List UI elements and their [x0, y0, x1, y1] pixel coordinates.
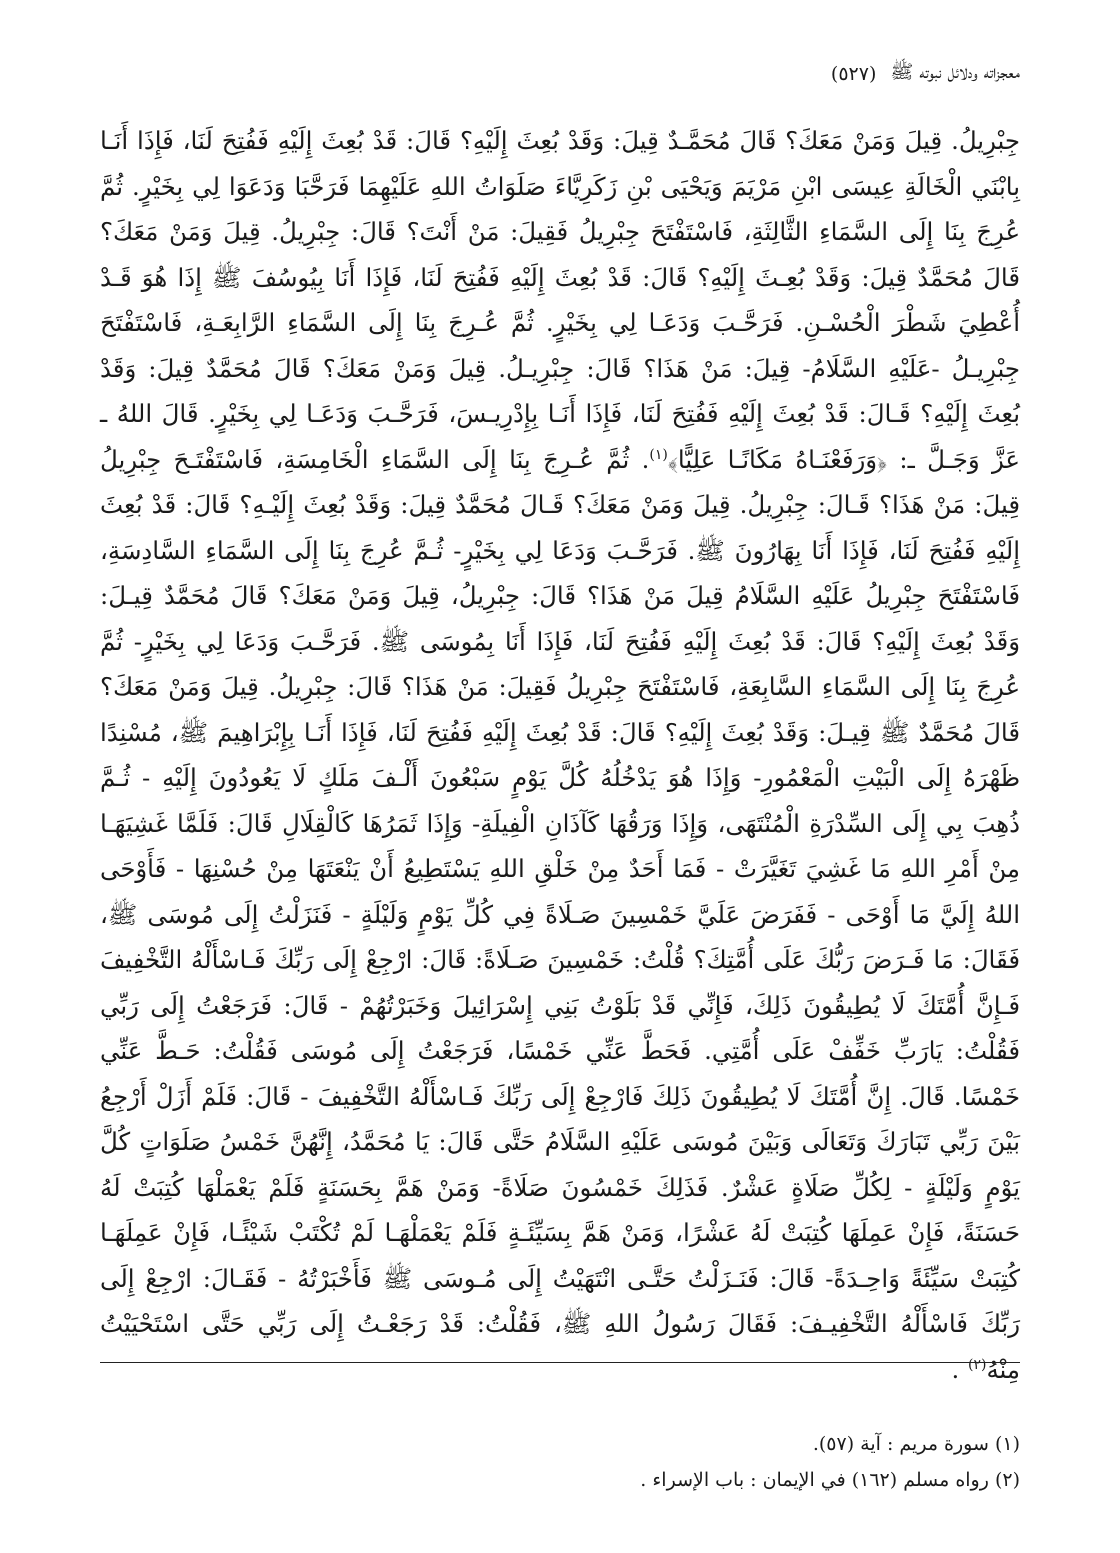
footnote-ref-1: (١) — [649, 446, 668, 463]
main-text-part-1: جِبْرِيلُ. قِيلَ وَمَنْ مَعَكَ؟ قَالَ مُحَمَّـدٌ قِيلَ: وَقَدْ بُعِثَ إِلَيْهِ؟ قَالَ: قَدْ بُعِثَ إِلَيْهِ فَفُتِحَ لَنَا، فَإِذَا أَنَـا بِابْنَي الْخَالَةِ عِيسَى ابْنِ مَرْيَمَ وَيَحْيَى بْنِ زَكَرِيَّاءَ صَلَوَاتُ اللهِ عَلَيْهِمَا فَرَحَّبَا وَدَعَوَا لِي بِخَيْرٍ. ثُمَّ عُرِجَ بِنَا إِلَى السَّمَاءِ الثَّالِثَةِ، فَاسْتَفْتَحَ جِبْرِيلُ فَقِيلَ: مَنْ أَنْتَ؟ قَالَ: جِبْرِيلُ. قِيلَ وَمَنْ مَعَكَ؟ قَالَ مُحَمَّدٌ قِيلَ: وَقَدْ بُعِـثَ إِلَيْهِ؟ قَالَ: قَدْ بُعِثَ إِلَيْهِ فَفُتِحَ لَنَا، فَإِذَا أَنَا بِيُوسُفَ ﷺ إِذَا هُوَ قَـدْ أُعْطِيَ شَطْرَ الْحُسْـنِ. فَرَحَّـبَ وَدَعَـا لِي بِخَيْرٍ. ثُمَّ عُـرِجَ بِنَا إِلَى السَّمَاءِ الرَّابِعَـةِ، فَاسْتَفْتَحَ جِبْرِيـلُ -عَلَيْهِ السَّلَامُ- قِيلَ: مَنْ هَذَا؟ قَالَ: جِبْرِيـلُ. قِيلَ وَمَنْ مَعَكَ؟ قَالَ مُحَمَّدٌ قِيلَ: وَقَدْ بُعِثَ إِلَيْهِ؟ قَـالَ: قَدْ بُعِثَ إِلَيْهِ فَفُتِحَ لَنَا، فَإِذَا أَنَـا بِإِدْرِيـسَ، فَرَحَّـبَ وَدَعَـا لِي بِخَيْرٍ. قَالَ اللهُ ـ عَزَّ وَجَـلَّ ـ: ﴿وَرَفَعْنَـاهُ مَكَانًـا عَلِيًّا﴾ — [100, 126, 1020, 474]
page-number: (٥٢٧) — [830, 63, 877, 85]
footnote-1: (١) سورة مريم : آية (٥٧). — [812, 1433, 1020, 1455]
main-text-end: . — [951, 1354, 969, 1384]
footnote-2: (٢) رواه مسلم (١٦٢) في الإيمان : باب الإسراء . — [640, 1469, 1020, 1491]
footnote-ref-2: (٢) — [968, 1356, 987, 1373]
footnotes — [100, 1426, 1020, 1498]
footnote-divider — [100, 1362, 1020, 1363]
main-text — [100, 118, 1020, 1392]
main-text-part-2: . ثُمَّ عُـرِجَ بِنَا إِلَى السَّمَاءِ الْخَامِسَةِ، فَاسْتَفْتَـحَ جِبْرِيلُ قِيلَ: مَنْ هَذَا؟ قَـالَ: جِبْرِيلُ. قِيلَ وَمَنْ مَعَكَ؟ قَـالَ مُحَمَّدٌ قِيلَ: وَقَدْ بُعِثَ إِلَيْـهِ؟ قَالَ: قَدْ بُعِثَ إِلَيْهِ فَفُتِحَ لَنَا، فَإِذَا أَنَا بِهَارُونَ ﷺ. فَرَحَّـبَ وَدَعَا لِي بِخَيْرٍ- ثُـمَّ عُرِجَ بِنَا إِلَى السَّمَاءِ السَّادِسَةِ، فَاسْتَفْتَحَ جِبْرِيلُ عَلَيْهِ السَّلَامُ قِيلَ مَنْ هَذَا؟ قَالَ: جِبْرِيلُ، قِيلَ وَمَنْ مَعَكَ؟ قَالَ مُحَمَّدٌ قِيـلَ: وَقَدْ بُعِثَ إِلَيْهِ؟ قَالَ: قَدْ بُعِثَ إِلَيْهِ فَفُتِحَ لَنَا، فَإِذَا أَنَا بِمُوسَى ﷺ. فَرَحَّـبَ وَدَعَا لِي بِخَيْرٍ- ثُمَّ عُرِجَ بِنَا إِلَى السَّمَاءِ السَّابِعَةِ، فَاسْتَفْتَحَ جِبْرِيلُ فَقِيلَ: مَنْ هَذَا؟ قَالَ: جِبْرِيلُ. قِيلَ وَمَنْ مَعَكَ؟ قَالَ مُحَمَّدٌ ﷺ قِيـلَ: وَقَدْ بُعِثَ إِلَيْهِ؟ قَالَ: قَدْ بُعِثَ إِلَيْهِ فَفُتِحَ لَنَا، فَإِذَا أَنَـا بِإِبْرَاهِيمَ ﷺ، مُسْنِدًا ظَهْرَهُ إِلَى الْبَيْتِ الْمَعْمُورِ- وَإِذَا هُوَ يَدْخُلُهُ كُلَّ يَوْمٍ سَبْعُونَ أَلْـفَ مَلَكٍ لَا يَعُودُونَ إِلَيْهِ - ثُـمَّ ذُهِبَ بِي إِلَى السِّدْرَةِ الْمُنْتَهَى، وَإِذَا وَرَقُهَا كَآذَانِ الْفِيلَةِ- وَإِذَا ثَمَرُهَا كَالْقِلَالِ قَالَ: فَلَمَّا غَشِيَهَـا مِنْ أَمْرِ اللهِ مَا غَشِيَ تَغَيَّرَتْ - فَمَا أَحَدٌ مِنْ خَلْقِ اللهِ يَسْتَطِيعُ أَنْ يَنْعَتَهَا مِنْ حُسْنِهَا - فَأَوْحَى اللهُ إِلَيَّ مَا أَوْحَى - فَفَرَضَ عَلَيَّ خَمْسِينَ صَـلَاةً فِي كُلِّ يَوْمٍ وَلَيْلَةٍ - فَنَزَلْتُ إِلَى مُوسَى ﷺ، فَقَالَ: مَا فَـرَضَ رَبُّكَ عَلَى أُمَّتِكَ؟ قُلْتُ: خَمْسِينَ صَـلَاةً: قَالَ: ارْجِعْ إِلَى رَبِّكَ فَـاسْأَلْهُ التَّخْفِيفَ فَـإِنَّ أُمَّتَكَ لَا يُطِيقُونَ ذَلِكَ، فَإِنِّي قَدْ بَلَوْتُ بَنِي إِسْرَائِيلَ وَخَبَرْتُهُمْ - قَالَ: فَرَجَعْتُ إِلَى رَبِّي فَقُلْتُ: يَارَبِّ خَفِّفْ عَلَى أُمَّتِي. فَحَطَّ عَنِّي خَمْسًا، فَرَجَعْتُ إِلَى مُوسَى فَقُلْتُ: حَـطَّ عَنِّي خَمْسًا. قَالَ. إِنَّ أُمَّتَكَ لَا يُطِيقُونَ ذَلِكَ فَارْجِعْ إِلَى رَبِّكَ فَـاسْأَلْهُ التَّخْفِيفَ - قَالَ: فَلَمْ أَزَلْ أَرْجِعُ بَيْنَ رَبِّي تَبَارَكَ وَتَعَالَى وَبَيْنَ مُوسَى عَلَيْهِ السَّلَامُ حَتَّى قَالَ: يَا مُحَمَّدُ، إِنَّهُنَّ خَمْسُ صَلَوَاتٍ كُلَّ يَوْمٍ وَلَيْلَةٍ - لِكُلِّ صَلَاةٍ عَشْرٌ. فَذَلِكَ خَمْسُونَ صَلَاةً- وَمَنْ هَمَّ بِحَسَنَةٍ فَلَمْ يَعْمَلْهَا كُتِبَتْ لَهُ حَسَنَةً، فَإِنْ عَمِلَهَا كُتِبَتْ لَهُ عَشْرًا، وَمَنْ هَمَّ بِسَيِّئَـةٍ فَلَمْ يَعْمَلْهَـا لَمْ تُكْتَبْ شَيْئًـا، فَإِنْ عَمِلَهَـا كُتِبَتْ سَيِّئَةً وَاحِـدَةً- قَالَ: فَنَـزَلْتُ حَتَّـى انْتَهَيْتُ إِلَى مُـوسَى ﷺ فَأَخْبَرْتُهُ - فَقَـالَ: ارْجِعْ إِلَى رَبِّكَ فَاسْأَلْهُ التَّخْفِيـفَ: فَقَالَ رَسُولُ اللهِ ﷺ، فَقُلْتُ: قَدْ رَجَعْـتُ إِلَى رَبِّي حَتَّى اسْتَحْيَيْتُ مِنْهُ — [100, 444, 1020, 1384]
running-header — [100, 54, 1020, 94]
header-title: معجزاته ودلائل نبوته ﷺ — [890, 61, 1020, 83]
